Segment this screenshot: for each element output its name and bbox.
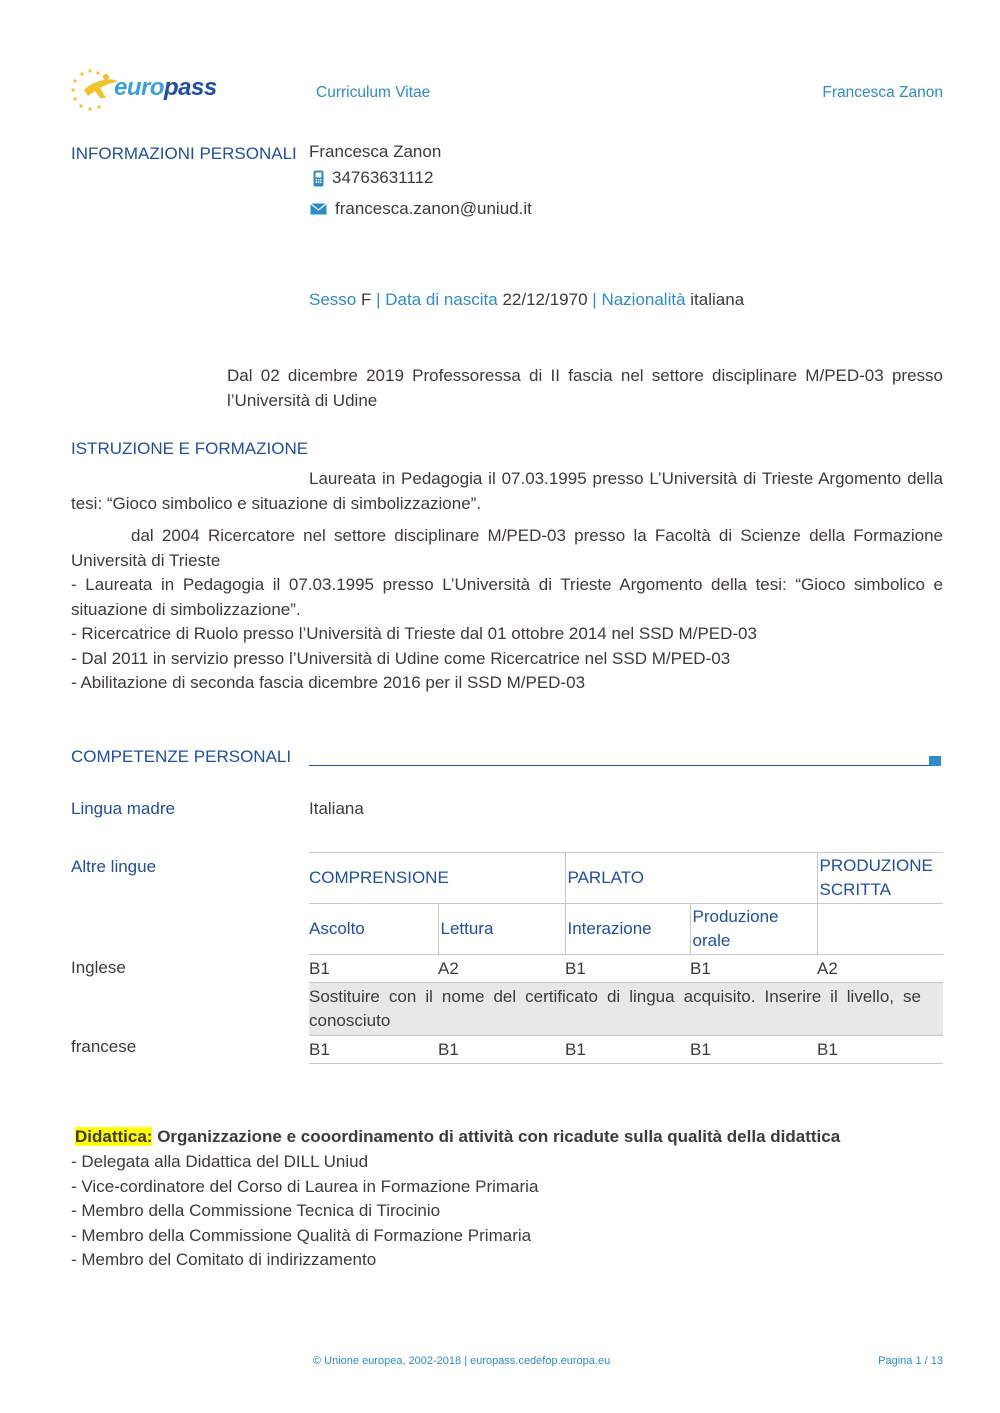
- education-para-1: Laureata in Pedagogia il 07.03.1995 presso L’Università di Trieste Argomento della tesi: “Gioco simbolico e situazione di simbolizzazione”.: [71, 469, 943, 513]
- didattica-title: Organizzazione e cooordinamento di attività con ricadute sulla qualità della didattica: [152, 1127, 841, 1146]
- doc-type: Curriculum Vitae: [316, 84, 431, 101]
- language-name-inglese: Inglese: [71, 958, 126, 977]
- language-table: [309, 852, 943, 1064]
- list-item: - Laureata in Pedagogia il 07.03.1995 presso L’Università di Trieste Argomento della tesi: “Gioco simbolico e situazione di simbolizzazione”.: [71, 575, 943, 619]
- list-item: - Vice-cordinatore del Corso di Laurea in Formazione Primaria: [71, 1176, 539, 1196]
- level-cell: B1: [565, 955, 690, 983]
- logo-text-pass: pass: [164, 74, 217, 101]
- sub-produzione-orale: Produzione orale: [690, 904, 817, 955]
- list-item: - Membro della Commissione Qualità di Formazione Primaria: [71, 1225, 532, 1245]
- other-languages-label: Altre lingue: [71, 857, 157, 876]
- mother-tongue-label: Lingua madre: [71, 799, 175, 818]
- person-name: Francesca Zanon: [309, 142, 442, 161]
- col-parlato: PARLATO: [565, 853, 817, 904]
- list-item: - Membro del Comitato di indirizzamento: [71, 1250, 377, 1269]
- europass-logo-icon: [70, 68, 120, 112]
- email-link[interactable]: francesca.zanon@uniud.it: [335, 199, 532, 218]
- mobile-phone-icon: [313, 170, 324, 187]
- sub-lettura: Lettura: [438, 904, 565, 955]
- phone-row: [313, 166, 433, 191]
- col-produzione-scritta: PRODUZIONE SCRITTA: [817, 853, 943, 904]
- list-item: - Abilitazione di seconda fascia dicembre 2016 per il SSD M/PED-03: [71, 673, 586, 692]
- footer-page-number: Pagina 1 / 13: [878, 1355, 943, 1367]
- table-row: [309, 1036, 943, 1064]
- nazionalita-label: Nazionalità: [601, 290, 686, 309]
- level-cell: B1: [565, 1036, 690, 1064]
- sesso-label: Sesso: [309, 290, 357, 309]
- divider-marker: [929, 756, 941, 766]
- europass-logo: [70, 68, 217, 112]
- email-row: [310, 197, 532, 222]
- nascita-value: 22/12/1970: [502, 290, 588, 309]
- current-position: Dal 02 dicembre 2019 Professoressa di II fascia nel settore disciplinare M/PED-03 presso l’Università di Udine: [227, 366, 943, 410]
- level-cell: A2: [817, 955, 943, 983]
- sesso-value: F: [360, 290, 372, 309]
- header-name: Francesca Zanon: [822, 84, 943, 101]
- footer-copyright: © Unione europea, 2002-2018 | europass.cedefop.europa.eu: [313, 1355, 611, 1367]
- sub-interazione: Interazione: [565, 904, 690, 955]
- sub-empty: [817, 904, 943, 955]
- separator: |: [376, 290, 381, 309]
- phone-number: 34763631112: [332, 168, 434, 187]
- education-list: [71, 573, 943, 696]
- logo-text-euro: euro: [114, 74, 165, 101]
- didattica-label: Didattica:: [75, 1127, 153, 1146]
- didattica-heading: [75, 1125, 840, 1150]
- table-row: [309, 983, 943, 1036]
- mother-tongue-value: Italiana: [309, 799, 364, 818]
- level-cell: B1: [690, 1036, 817, 1064]
- level-cell: B1: [817, 1036, 943, 1064]
- list-item: - Dal 2011 in servizio presso l’Università di Udine come Ricercatrice nel SSD M/PED-03: [71, 648, 731, 668]
- level-cell: B1: [309, 955, 438, 983]
- personal-details: [309, 288, 744, 313]
- section-title-education: ISTRUZIONE E FORMAZIONE: [71, 439, 309, 458]
- didattica-list: [71, 1150, 538, 1273]
- language-name-francese: francese: [71, 1037, 137, 1056]
- separator: |: [592, 290, 597, 309]
- table-row: [309, 955, 943, 983]
- level-cell: A2: [438, 955, 565, 983]
- sub-ascolto: Ascolto: [309, 904, 438, 955]
- envelope-icon: [310, 203, 327, 215]
- section-title-skills: COMPETENZE PERSONALI: [71, 747, 292, 766]
- col-comprensione: COMPRENSIONE: [309, 853, 565, 904]
- nascita-label: Data di nascita: [385, 290, 498, 309]
- nazionalita-value: italiana: [690, 290, 745, 309]
- list-item: - Ricercatrice di Ruolo presso l’Università di Trieste dal 01 ottobre 2014 nel SSD M/PED-03: [71, 624, 757, 643]
- level-cell: B1: [438, 1036, 565, 1064]
- level-cell: B1: [309, 1036, 438, 1064]
- list-item: - Membro della Commissione Tecnica di Tirocinio: [71, 1201, 441, 1220]
- section-divider: [309, 765, 929, 766]
- education-para-2: dal 2004 Ricercatore nel settore disciplinare M/PED-03 presso la Facoltà di Scienze della Formazione Università di Trieste: [71, 526, 943, 570]
- level-cell: B1: [690, 955, 817, 983]
- certificate-note: Sostituire con il nome del certificato di lingua acquisito. Inserire il livello, se conosciuto: [309, 983, 943, 1036]
- section-title-personal: INFORMAZIONI PERSONALI: [71, 144, 297, 163]
- list-item: - Delegata alla Didattica del DILL Uniud: [71, 1152, 369, 1171]
